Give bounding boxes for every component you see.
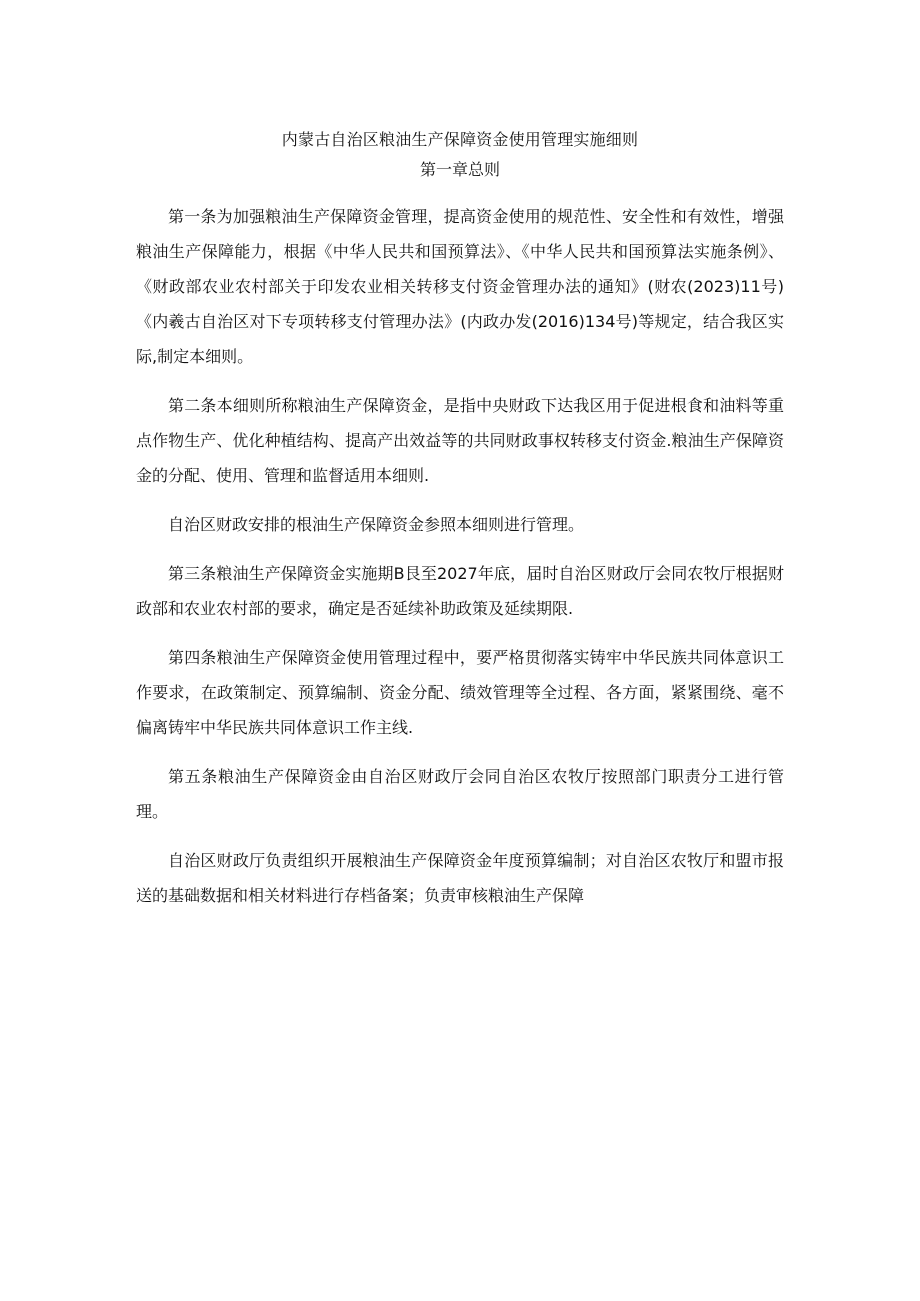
paragraph-article-2: 第二条本细则所称粮油生产保障资金，是指中央财政下达我区用于促进根食和油料等重点作物生产、优化种植结构、提高产出效益等的共同财政事权转移支付资金.粮油生产保障资金的分配、使用、管理和监督适用本细则.	[136, 396, 784, 485]
paragraph-article-2-note: 自治区财政安排的根油生产保障资金参照本细则进行管理。	[168, 515, 585, 534]
paragraph-article-4: 第四条粮油生产保障资金使用管理过程中，要严格贯彻落实铸牢中华民族共同体意识工作要求，在政策制定、预算编制、资金分配、绩效管理等全过程、各方面，紧紧围绕、毫不偏离铸牢中华民族共同体意识工作主线.	[136, 648, 784, 737]
document-title: 内蒙古自治区粮油生产保障资金使用管理实施细则	[281, 130, 639, 149]
paragraph-article-5: 第五条粮油生产保障资金由自治区财政厅会同自治区农牧厅按照部门职责分工进行管理。	[136, 767, 784, 821]
paragraph-article-1: 第一条为加强粮油生产保障资金管理，提高资金使用的规范性、安全性和有效性，增强粮油生产保障能力，根据《中华人民共和国预算法》、《中华人民共和国预算法实施条例》、《财政部农业农村部关于印发农业相关转移支付资金管理办法的通知》(财农(2023)11号)《内羲古自治区对下专项转移支付管理办法》(内政办发(2016)134号)等规定，结合我区实际,制定本细则。	[136, 207, 784, 366]
chapter-title: 第一章总则	[419, 160, 500, 179]
paragraph-article-3: 第三条粮油生产保障资金实施期B艮至2027年底，届时自治区财政厅会同农牧厅根据财政部和农业农村部的要求，确定是否延续补助政策及延续期限.	[136, 564, 784, 618]
paragraph-article-5-detail: 自治区财政厅负责组织开展粮油生产保障资金年度预算编制；对自治区农牧厅和盟市报送的基础数据和相关材料进行存档备案；负责审核粮油生产保障	[136, 851, 784, 905]
